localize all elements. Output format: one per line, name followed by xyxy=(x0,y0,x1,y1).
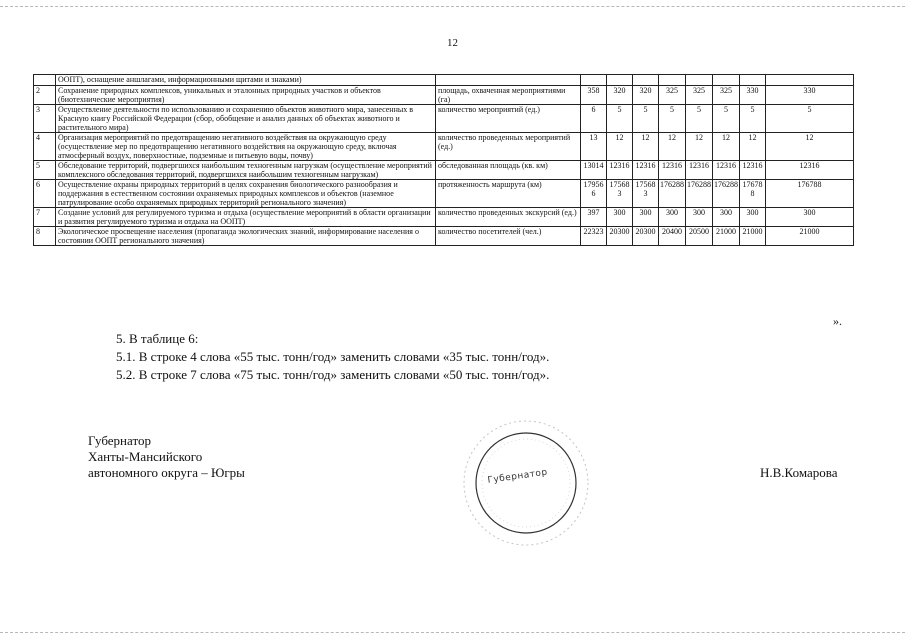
year-value-cell: 12 xyxy=(713,133,740,161)
year-value-cell: 176288 xyxy=(659,180,686,208)
table-row xyxy=(34,161,854,180)
activity-cell: Осуществление охраны природных территорий в целях сохранения биологического разнообразия и поддержания в естественном состоянии охраняемых природных комплексов и объектов (наземное патрулирование особо охраняемых природных территорий регионального значения) xyxy=(56,180,436,208)
year-value-cell: 5 xyxy=(633,105,659,133)
year-value-cell: 20300 xyxy=(633,227,659,246)
year-value-cell: 176288 xyxy=(686,180,713,208)
row-number-cell: 4 xyxy=(34,133,56,161)
year-value-cell: 6 xyxy=(581,105,607,133)
year-value-cell: 20300 xyxy=(607,227,633,246)
year-value-cell: 397 xyxy=(581,208,607,227)
activity-cell: Организация мероприятий по предотвращению негативного воздействия на окружающую среду (осуществление мер по предотвращению негативного воздействия на окружающую среду, включая атмосферный воздух, поверхностные, подземные и питьевую воды, почву) xyxy=(56,133,436,161)
row-number-cell: 5 xyxy=(34,161,56,180)
year-value-cell xyxy=(659,75,686,86)
year-value-cell: 179566 xyxy=(581,180,607,208)
year-value-cell: 300 xyxy=(713,208,740,227)
row-number-cell: 8 xyxy=(34,227,56,246)
year-value-cell: 175683 xyxy=(633,180,659,208)
scan-edge-bottom xyxy=(0,632,905,633)
row-number-cell: 6 xyxy=(34,180,56,208)
table-row xyxy=(34,133,854,161)
indicator-cell: обследованная площадь (кв. км) xyxy=(436,161,581,180)
table-row xyxy=(34,75,854,86)
year-value-cell: 176288 xyxy=(713,180,740,208)
activity-cell: Осуществление деятельности по использованию и сохранению объектов животного мира, занесенных в Красную книгу Российской Федерации (сбор, обобщение и анализ данных об объектах животного и растительного мира) xyxy=(56,105,436,133)
activity-cell: ООПТ), оснащение аншлагами, информационными щитами и знаками) xyxy=(56,75,436,86)
year-value-cell: 300 xyxy=(633,208,659,227)
year-value-cell: 12 xyxy=(607,133,633,161)
activity-cell: Создание условий для регулируемого туризма и отдыха (осуществление мероприятий в области организации и развития регулируемого туризма и отдыха на ООПТ) xyxy=(56,208,436,227)
table-row xyxy=(34,180,854,208)
year-value-cell: 325 xyxy=(713,86,740,105)
year-value-cell: 12 xyxy=(686,133,713,161)
year-value-cell: 20400 xyxy=(659,227,686,246)
stamp-text: Губернатор xyxy=(487,467,549,486)
year-value-cell: 12316 xyxy=(740,161,766,180)
signatory-title-line: Губернатор xyxy=(88,433,151,448)
year-value-cell: 21000 xyxy=(740,227,766,246)
year-value-cell: 300 xyxy=(607,208,633,227)
year-value-cell: 358 xyxy=(581,86,607,105)
year-value-cell: 12316 xyxy=(713,161,740,180)
target-value-cell: 21000 xyxy=(766,227,854,246)
signatory-title xyxy=(88,433,245,481)
indicator-cell xyxy=(436,75,581,86)
activity-cell: Обследование территорий, подвергшихся наибольшим техногенным нагрузкам (осуществление мероприятий комплексного обследования территорий, подвергшихся наибольшим техногенным нагрузкам) xyxy=(56,161,436,180)
year-value-cell xyxy=(686,75,713,86)
indicator-cell: количество мероприятий (ед.) xyxy=(436,105,581,133)
year-value-cell: 12316 xyxy=(607,161,633,180)
year-value-cell: 300 xyxy=(740,208,766,227)
target-value-cell: 5 xyxy=(766,105,854,133)
amendment-item: 5.1. В строке 4 слова «55 тыс. тонн/год» заменить словами «35 тыс. тонн/год». xyxy=(116,349,550,364)
year-value-cell: 300 xyxy=(686,208,713,227)
year-value-cell: 13 xyxy=(581,133,607,161)
year-value-cell: 320 xyxy=(633,86,659,105)
year-value-cell xyxy=(740,75,766,86)
year-value-cell: 13014 xyxy=(581,161,607,180)
year-value-cell: 20500 xyxy=(686,227,713,246)
indicator-cell: протяженность маршрута (км) xyxy=(436,180,581,208)
year-value-cell: 21000 xyxy=(713,227,740,246)
official-stamp xyxy=(461,418,591,548)
year-value-cell xyxy=(607,75,633,86)
table-row xyxy=(34,227,854,246)
indicator-cell: количество посетителей (чел.) xyxy=(436,227,581,246)
signatory-title-line: автономного округа – Югры xyxy=(88,465,245,480)
year-value-cell: 22323 xyxy=(581,227,607,246)
target-value-cell: 300 xyxy=(766,208,854,227)
activity-cell: Экологическое просвещение населения (пропаганда экологических знаний, информирование населения о состоянии ООПТ регионального значения) xyxy=(56,227,436,246)
year-value-cell: 12316 xyxy=(659,161,686,180)
year-value-cell xyxy=(713,75,740,86)
row-number-cell xyxy=(34,75,56,86)
scan-edge-top xyxy=(0,6,905,7)
year-value-cell: 320 xyxy=(607,86,633,105)
year-value-cell: 12316 xyxy=(633,161,659,180)
indicators-table xyxy=(33,74,854,246)
indicator-cell: количество проведенных мероприятий (ед.) xyxy=(436,133,581,161)
target-value-cell xyxy=(766,75,854,86)
year-value-cell xyxy=(633,75,659,86)
year-value-cell: 5 xyxy=(713,105,740,133)
amendments-block xyxy=(116,330,549,384)
year-value-cell: 5 xyxy=(686,105,713,133)
table-row xyxy=(34,105,854,133)
table-row xyxy=(34,208,854,227)
year-value-cell: 176788 xyxy=(740,180,766,208)
target-value-cell: 176788 xyxy=(766,180,854,208)
target-value-cell: 12316 xyxy=(766,161,854,180)
activity-cell: Сохранение природных комплексов, уникальных и эталонных природных участков и объектов (биотехнические мероприятия) xyxy=(56,86,436,105)
year-value-cell: 330 xyxy=(740,86,766,105)
year-value-cell: 5 xyxy=(740,105,766,133)
target-value-cell: 12 xyxy=(766,133,854,161)
year-value-cell: 12 xyxy=(740,133,766,161)
signatory-name: Н.В.Комарова xyxy=(760,465,838,480)
year-value-cell: 175683 xyxy=(607,180,633,208)
year-value-cell: 12 xyxy=(659,133,686,161)
year-value-cell: 5 xyxy=(607,105,633,133)
row-number-cell: 2 xyxy=(34,86,56,105)
year-value-cell: 12316 xyxy=(686,161,713,180)
closing-quote: ». xyxy=(833,314,842,328)
page-number: 12 xyxy=(447,37,458,49)
year-value-cell: 12 xyxy=(633,133,659,161)
amendment-item: 5.2. В строке 7 слова «75 тыс. тонн/год» заменить словами «50 тыс. тонн/год». xyxy=(116,367,550,382)
table-row xyxy=(34,86,854,105)
signatory-title-line: Ханты-Мансийского xyxy=(88,449,203,464)
indicator-cell: площадь, охваченная мероприятиями (га) xyxy=(436,86,581,105)
year-value-cell: 300 xyxy=(659,208,686,227)
year-value-cell: 5 xyxy=(659,105,686,133)
row-number-cell: 3 xyxy=(34,105,56,133)
amendment-heading: 5. В таблице 6: xyxy=(116,331,199,346)
year-value-cell xyxy=(581,75,607,86)
indicator-cell: количество проведенных экскурсий (ед.) xyxy=(436,208,581,227)
target-value-cell: 330 xyxy=(766,86,854,105)
year-value-cell: 325 xyxy=(686,86,713,105)
row-number-cell: 7 xyxy=(34,208,56,227)
year-value-cell: 325 xyxy=(659,86,686,105)
